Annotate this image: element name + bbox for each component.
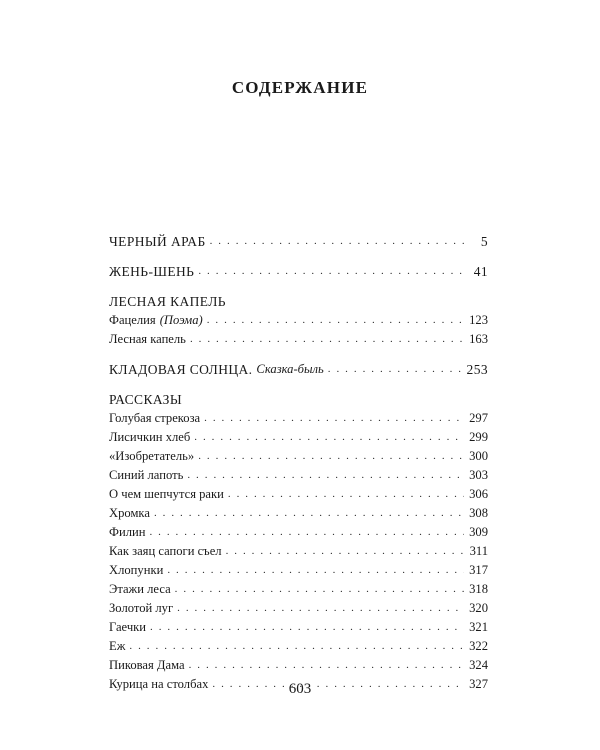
toc-entry-page: 327: [469, 677, 488, 691]
toc-entry-title: КЛАДОВАЯ СОЛНЦА.: [109, 362, 253, 377]
toc-entry-story: [109, 523, 488, 542]
toc-entry-title: Этажи леса: [109, 582, 171, 596]
toc-entry-page: 300: [469, 449, 488, 463]
toc-entry-title: О чем шепчутся раки: [109, 487, 224, 501]
toc-entry-page: 308: [469, 506, 488, 520]
dot-leader: [207, 311, 464, 330]
dot-leader: [149, 523, 464, 542]
section-heading-stories: РАССКАЗЫ: [109, 392, 183, 407]
toc-entry-title: Пиковая Дама: [109, 658, 185, 672]
toc-entry-title: Лесная капель: [109, 332, 186, 346]
toc-entry-page: 320: [469, 601, 488, 615]
toc-entry-title: ЧЕРНЫЙ АРАБ: [109, 234, 206, 249]
toc-entry-page: 299: [469, 430, 488, 444]
toc-entry-title: Гаечки: [109, 620, 147, 634]
toc-entry-page: 297: [469, 411, 488, 425]
toc-entry-title: Как заяц сапоги съел: [109, 544, 222, 558]
page-number: 603: [288, 681, 312, 697]
toc-entry-story: [109, 637, 488, 656]
toc-entry-forest-drop: [109, 330, 488, 349]
toc-entry-page: 317: [469, 563, 488, 577]
dot-leader: [129, 637, 464, 656]
toc-entry-subtitle: (Поэма): [159, 313, 203, 327]
toc-entry-story: [109, 580, 488, 599]
toc-entry-page: 306: [469, 487, 488, 501]
toc-entry-title: ЖЕНЬ-ШЕНЬ: [109, 264, 195, 279]
toc-entry-title: Золотой луг: [109, 601, 174, 615]
toc-entry-story: [109, 485, 488, 504]
toc-entry-story: [109, 561, 488, 580]
toc-entry-story: [109, 656, 488, 675]
toc-entry-title: Фацелия: [109, 313, 156, 327]
toc-entry-page: 303: [469, 468, 488, 482]
toc-entry-title: «Изобретатель»: [109, 449, 195, 463]
toc-entry-page: 311: [469, 544, 488, 558]
dot-leader: [189, 656, 464, 675]
table-of-contents: [109, 232, 488, 694]
toc-entry-title: Хромка: [109, 506, 150, 520]
dot-leader: [194, 428, 464, 447]
toc-entry-story: [109, 599, 488, 618]
dot-leader: [167, 561, 464, 580]
stories-list: [109, 409, 488, 694]
toc-entry-title: Хлопунки: [109, 563, 164, 577]
dot-leader: [226, 542, 464, 561]
dot-leader: [175, 580, 464, 599]
toc-entry-story: [109, 542, 488, 561]
toc-entry-page: 324: [469, 658, 488, 672]
dot-leader: [187, 466, 464, 485]
dot-leader: [210, 232, 464, 251]
toc-entry-page: 253: [466, 362, 488, 377]
toc-entry-story: [109, 466, 488, 485]
toc-entry-title: Курица на столбах: [109, 677, 209, 691]
dot-leader: [198, 447, 464, 466]
toc-entry-title: Лисичкин хлеб: [109, 430, 191, 444]
toc-entry-title: Голубая стрекоза: [109, 411, 201, 425]
toc-entry-zhen-shen: [109, 262, 488, 281]
toc-entry-sun-pantry: [109, 360, 488, 379]
section-heading-forest-drop: ЛЕСНАЯ КАПЕЛЬ: [109, 294, 226, 309]
toc-entry-page: 41: [473, 264, 488, 279]
dot-leader: [198, 262, 464, 281]
toc-entry-page: 318: [469, 582, 488, 596]
toc-entry-page: 309: [469, 525, 488, 539]
toc-entry-title: Еж: [109, 639, 126, 653]
toc-entry-page: 321: [469, 620, 488, 634]
toc-entry-page: 163: [469, 332, 488, 346]
dot-leader: [150, 618, 464, 637]
toc-entry-story: [109, 618, 488, 637]
toc-entry-title: Филин: [109, 525, 146, 539]
toc-entry-page: 5: [480, 234, 488, 249]
toc-entry-facelia: [109, 311, 488, 330]
toc-entry-title: Синий лапоть: [109, 468, 184, 482]
dot-leader: [204, 409, 464, 428]
dot-leader: [154, 504, 464, 523]
toc-entry-story: [109, 447, 488, 466]
toc-entry-page: 322: [469, 639, 488, 653]
toc-entry-story: [109, 409, 488, 428]
toc-entry-black-arab: [109, 232, 488, 251]
dot-leader: [328, 360, 464, 379]
dot-leader: [190, 330, 464, 349]
dot-leader: [177, 599, 464, 618]
dot-leader: [228, 485, 464, 504]
toc-entry-page: 123: [469, 313, 488, 327]
toc-entry-story: [109, 428, 488, 447]
page-title: СОДЕРЖАНИЕ: [231, 78, 369, 97]
toc-entry-story: [109, 504, 488, 523]
toc-entry-subtitle: Сказка-быль: [256, 362, 324, 376]
